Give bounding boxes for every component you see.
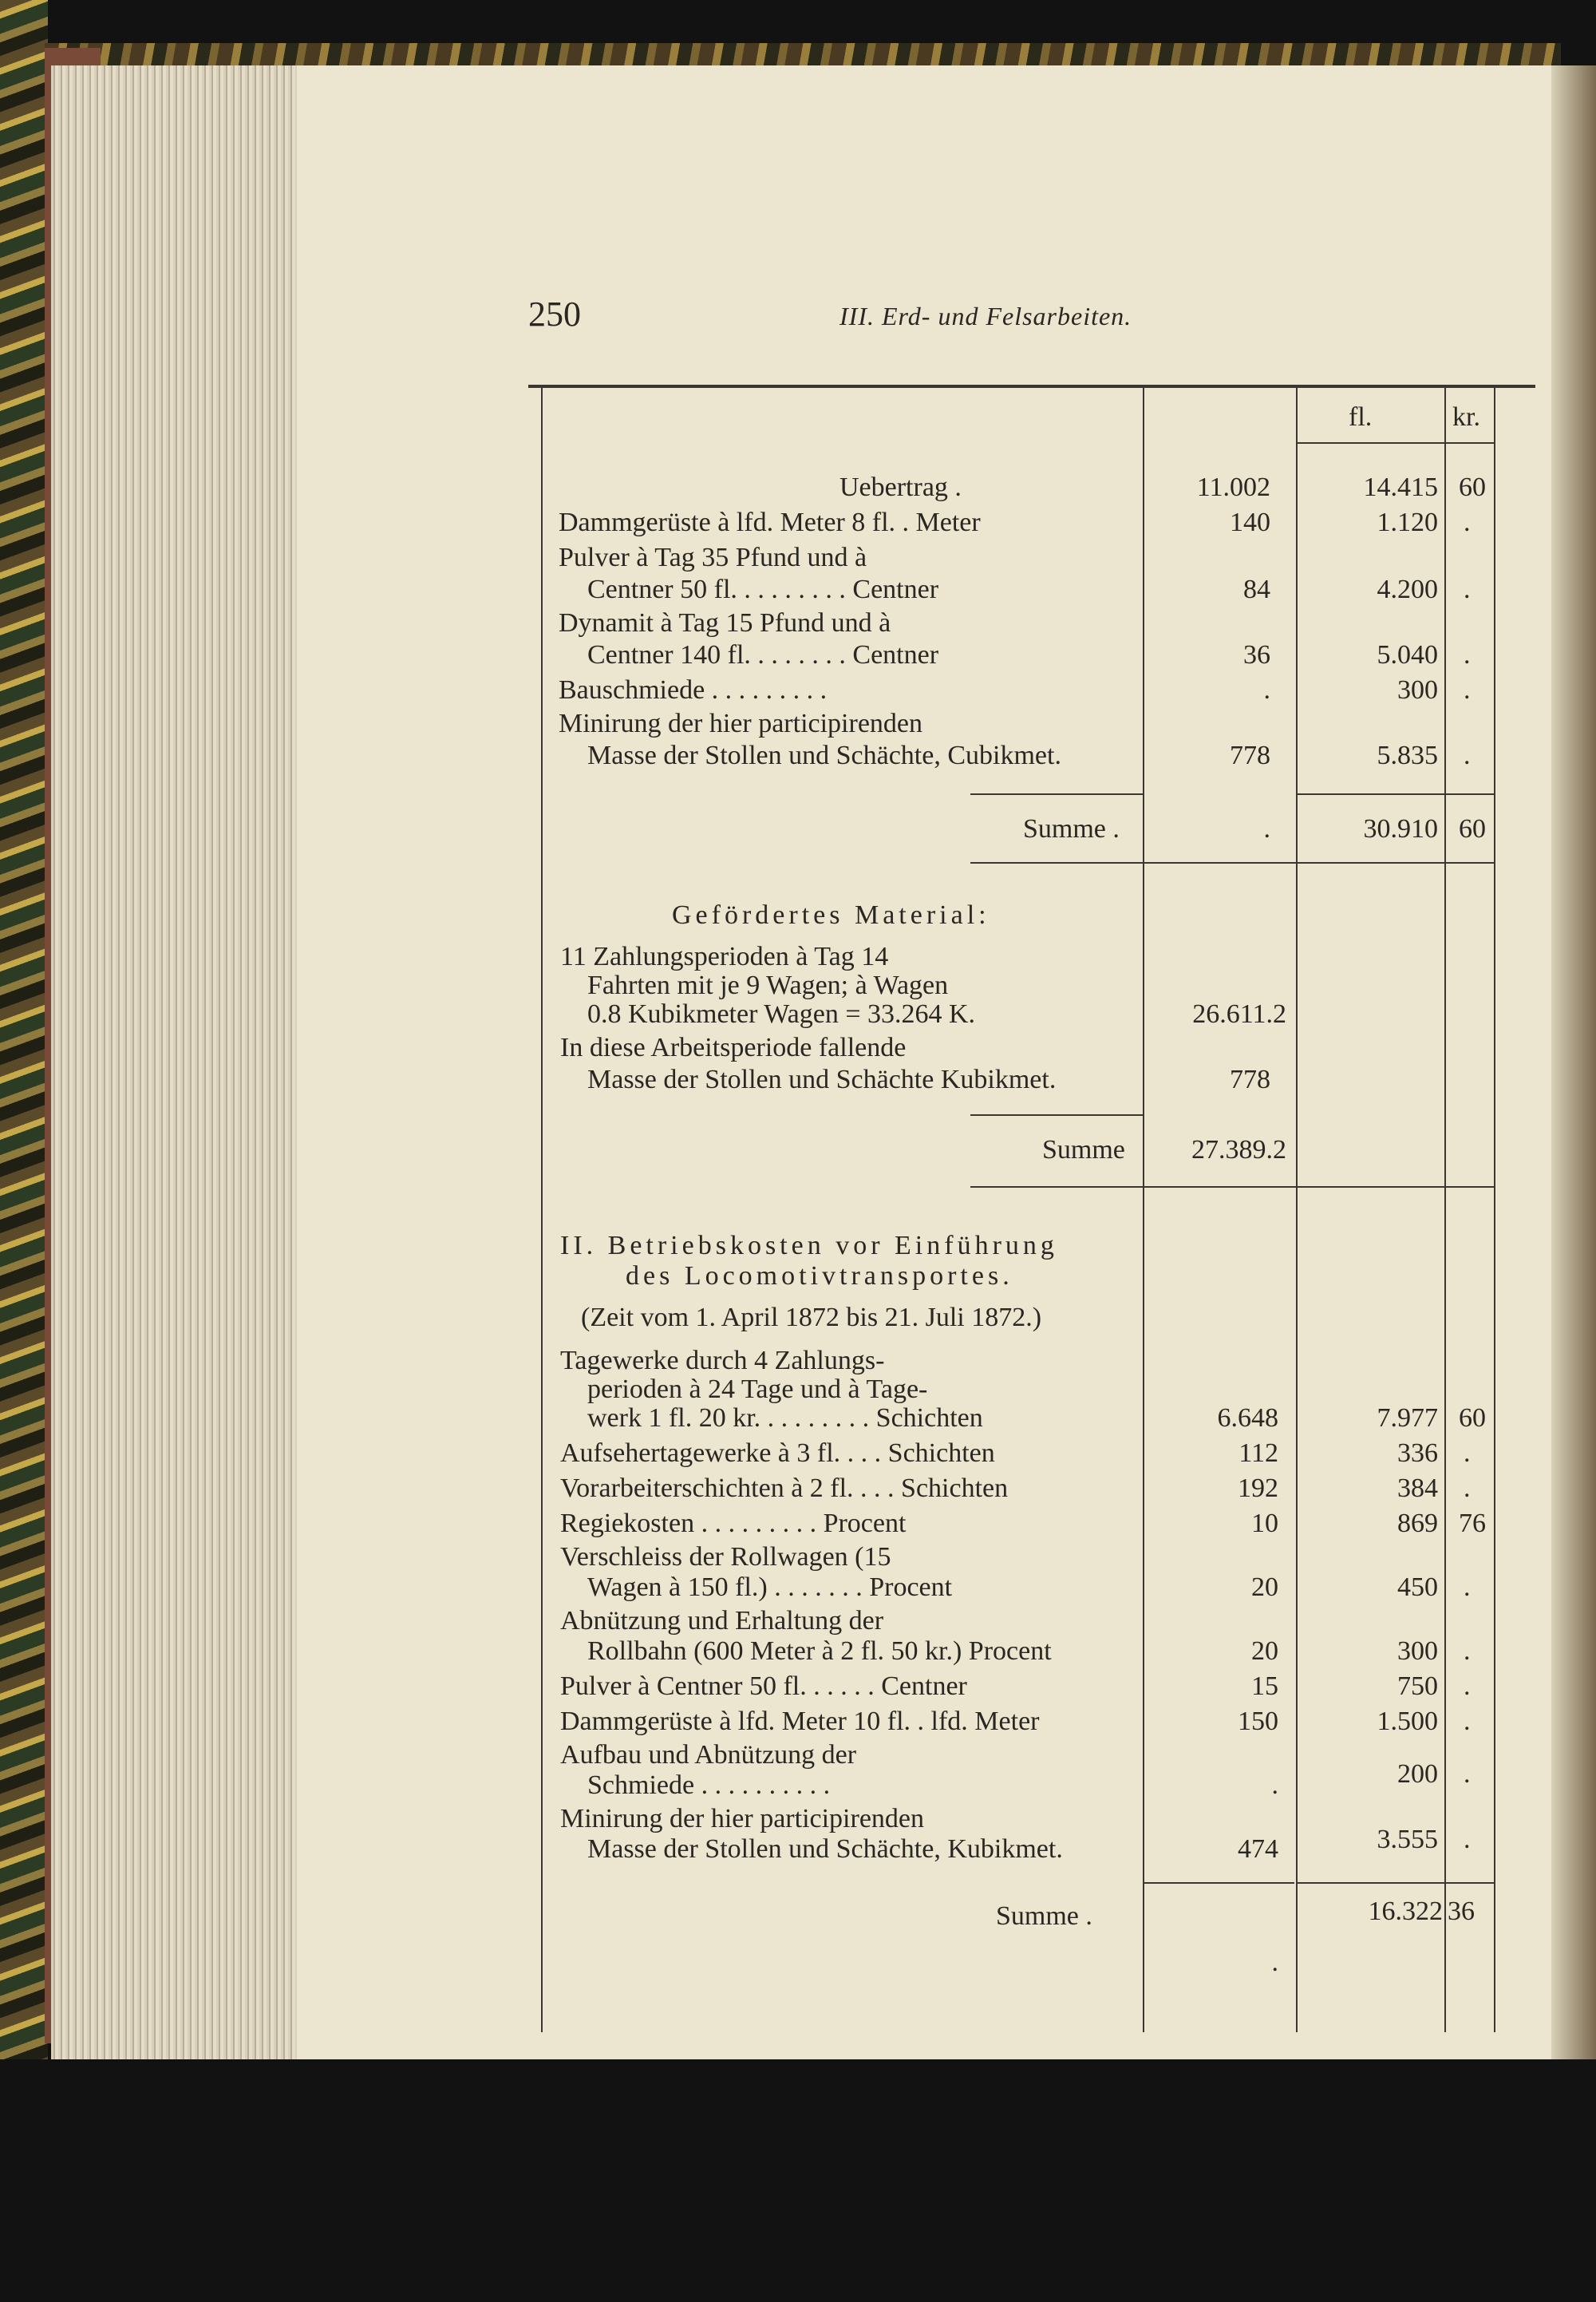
s3-row-7-fl: 1.500 (1377, 1707, 1438, 1736)
s2-r2-line-1: In diese Arbeitsperiode fallende (560, 1033, 907, 1062)
marbled-endpaper (0, 0, 48, 2302)
s3-row-8-line-1: Aufbau und Abnützung der (560, 1740, 857, 1770)
s1-sum-rule-b (1296, 793, 1495, 795)
s1-row-1-label: Dammgerüste à lfd. Meter 8 fl. . Meter (559, 508, 981, 537)
s3-row-6-label: Pulver à Centner 50 fl. . . . . . Centner (560, 1671, 967, 1701)
s1-row-4-label: Bauschmiede . . . . . . . . . (559, 675, 828, 705)
s1-row-5-fl: 5.835 (1377, 741, 1438, 770)
s3-row-3-qty: 10 (1251, 1509, 1278, 1538)
s3-sum-rule-b (1296, 1882, 1495, 1884)
s1-row-1-qty: 140 (1230, 508, 1270, 537)
s3-row-3-label: Regiekosten . . . . . . . . . Procent (560, 1509, 907, 1538)
s3-row-5-kr: . (1464, 1636, 1471, 1666)
table-top-rule (528, 385, 1535, 388)
s1-row-0-qty: 11.002 (1196, 473, 1270, 502)
s3-row-7-label: Dammgerüste à lfd. Meter 10 fl. . lfd. Meter (560, 1707, 1040, 1736)
s3-period: (Zeit vom 1. April 1872 bis 21. Juli 1872.) (581, 1303, 1042, 1332)
s3-row-4-fl: 450 (1397, 1572, 1438, 1602)
s3-row-5-line-1: Abnützung und Erhaltung der (560, 1606, 884, 1636)
s3-row-0-line-2: perioden à 24 Tage und à Tage- (587, 1374, 928, 1404)
s3-row-2-fl: 384 (1397, 1473, 1438, 1503)
s1-row-3-label: Dynamit à Tag 15 Pfund und à (559, 608, 891, 638)
s3-row-4-line-2: Wagen à 150 fl.) . . . . . . . Procent (587, 1572, 953, 1602)
header-underline (1296, 442, 1495, 444)
s3-row-9-fl: 3.555 (1377, 1825, 1438, 1854)
s2-r1-line-3: 0.8 Kubikmeter Wagen = 33.264 K. (587, 999, 976, 1029)
s3-sum-label: Summe . (996, 1901, 1092, 1931)
s2-r2-line-2: Masse der Stollen und Schächte Kubikmet. (587, 1065, 1057, 1094)
s3-row-1-kr: . (1464, 1438, 1471, 1468)
s3-row-0-line-3: werk 1 fl. 20 kr. . . . . . . . . Schichten (587, 1403, 983, 1433)
s3-row-6-fl: 750 (1397, 1671, 1438, 1701)
s3-heading-2: des Locomotivtransportes. (626, 1261, 1013, 1291)
s1-sum-label: Summe . (1023, 814, 1120, 844)
s1-row-1-fl: 1.120 (1377, 508, 1438, 537)
s3-row-2-kr: . (1464, 1473, 1471, 1503)
s3-row-2-label: Vorarbeiterschichten à 2 fl. . . . Schichten (560, 1473, 1009, 1503)
s2-end-rule (970, 1186, 1495, 1188)
s3-row-9-kr: . (1464, 1825, 1471, 1854)
s1-row-2-qty: 84 (1243, 575, 1270, 604)
s1-row-0-fl: 14.415 (1363, 473, 1438, 502)
s2-r1-qty: 26.611.2 (1192, 999, 1286, 1029)
right-page-edge (1551, 65, 1596, 2061)
s2-r1-line-1: 11 Zahlungsperioden à Tag 14 (560, 942, 889, 971)
page-stack-edge (51, 65, 306, 2061)
s3-row-8-line-2: Schmiede . . . . . . . . . . (587, 1770, 831, 1800)
s3-row-7-kr: . (1464, 1707, 1471, 1736)
scan-background (0, 2059, 1596, 2302)
s3-row-6-qty: 15 (1251, 1671, 1278, 1701)
s3-row-6-kr: . (1464, 1671, 1471, 1701)
col-rule-4 (1494, 388, 1495, 2032)
page-number: 250 (528, 295, 581, 334)
s1-sum-kr: 60 (1459, 814, 1486, 844)
col-header-kr: kr. (1452, 402, 1480, 432)
s1-row-3-kr: . (1464, 640, 1471, 670)
s1-row-5-label-2: Masse der Stollen und Schächte, Cubikmet. (587, 741, 1061, 770)
s3-row-9-qty: 474 (1238, 1834, 1278, 1864)
s3-sum-qty: . (1271, 1948, 1278, 1977)
running-title: III. Erd- und Felsarbeiten. (839, 302, 1132, 330)
s3-row-7-qty: 150 (1238, 1707, 1278, 1736)
s1-row-2-label-2: Centner 50 fl. . . . . . . . . Centner (587, 575, 939, 604)
s2-heading: Gefördertes Material: (672, 900, 990, 930)
s1-row-5-qty: 778 (1230, 741, 1270, 770)
s3-row-1-label: Aufsehertagewerke à 3 fl. . . . Schichten (560, 1438, 995, 1468)
s1-row-2-label: Pulver à Tag 35 Pfund und à (559, 543, 867, 572)
s3-row-2-qty: 192 (1238, 1473, 1278, 1503)
s3-row-5-fl: 300 (1397, 1636, 1438, 1666)
page (297, 65, 1551, 2061)
s3-sum-rule-a (1143, 1882, 1294, 1884)
s3-row-0-kr: 60 (1459, 1403, 1486, 1433)
s1-row-5-kr: . (1464, 741, 1471, 770)
s1-row-4-fl: 300 (1397, 675, 1438, 705)
s1-row-2-fl: 4.200 (1377, 575, 1438, 604)
s3-sum-fl: 16.322 (1368, 1897, 1443, 1926)
s3-row-0-line-1: Tagewerke durch 4 Zahlungs- (560, 1346, 885, 1375)
s2-sum-qty: 27.389.2 (1191, 1135, 1286, 1165)
s2-r1-line-2: Fahrten mit je 9 Wagen; à Wagen (587, 971, 949, 1000)
s3-row-4-qty: 20 (1251, 1572, 1278, 1602)
s1-row-4-kr: . (1464, 675, 1471, 705)
s1-row-0-label: Uebertrag . (839, 473, 962, 502)
s3-row-1-qty: 112 (1238, 1438, 1278, 1468)
s3-row-3-fl: 869 (1397, 1509, 1438, 1538)
col-header-fl: fl. (1349, 402, 1373, 432)
s1-sum-rule-a (970, 793, 1143, 795)
s3-row-8-qty: . (1271, 1770, 1278, 1800)
s1-sum-fl: 30.910 (1363, 814, 1438, 844)
s3-row-5-qty: 20 (1251, 1636, 1278, 1666)
s3-sum-kr: 36 (1448, 1897, 1475, 1926)
s1-row-3-fl: 5.040 (1377, 640, 1438, 670)
s2-sum-label: Summe (1042, 1135, 1125, 1165)
s3-row-3-kr: 76 (1459, 1509, 1486, 1538)
s3-row-8-kr: . (1464, 1759, 1471, 1789)
s3-heading-1: II. Betriebskosten vor Einführung (560, 1231, 1058, 1260)
s1-row-1-kr: . (1464, 508, 1471, 537)
s3-row-5-line-2: Rollbahn (600 Meter à 2 fl. 50 kr.) Procent (587, 1636, 1052, 1666)
s3-row-9-line-1: Minirung der hier participirenden (560, 1804, 925, 1833)
s2-sum-rule-a (970, 1114, 1143, 1116)
s1-row-0-kr: 60 (1459, 473, 1486, 502)
s2-r2-qty: 778 (1230, 1065, 1270, 1094)
s3-row-0-fl: 7.977 (1377, 1403, 1438, 1433)
s1-row-3-qty: 36 (1243, 640, 1270, 670)
s3-row-4-line-1: Verschleiss der Rollwagen (15 (560, 1542, 891, 1572)
s1-row-3-label-2: Centner 140 fl. . . . . . . . Centner (587, 640, 939, 670)
s3-row-8-fl: 200 (1397, 1759, 1438, 1789)
s1-row-5-label: Minirung der hier participirenden (559, 709, 923, 738)
s1-row-4-qty: . (1263, 675, 1270, 705)
col-rule-3 (1444, 388, 1446, 2032)
s3-row-9-line-2: Masse der Stollen und Schächte, Kubikmet. (587, 1834, 1063, 1864)
s3-row-1-fl: 336 (1397, 1438, 1438, 1468)
s1-end-rule (970, 862, 1495, 864)
s1-sum-qty: . (1263, 814, 1270, 844)
table-left-rule (541, 388, 543, 2032)
s3-row-4-kr: . (1464, 1572, 1471, 1602)
s3-row-0-qty: 6.648 (1217, 1403, 1278, 1433)
s1-row-2-kr: . (1464, 575, 1471, 604)
